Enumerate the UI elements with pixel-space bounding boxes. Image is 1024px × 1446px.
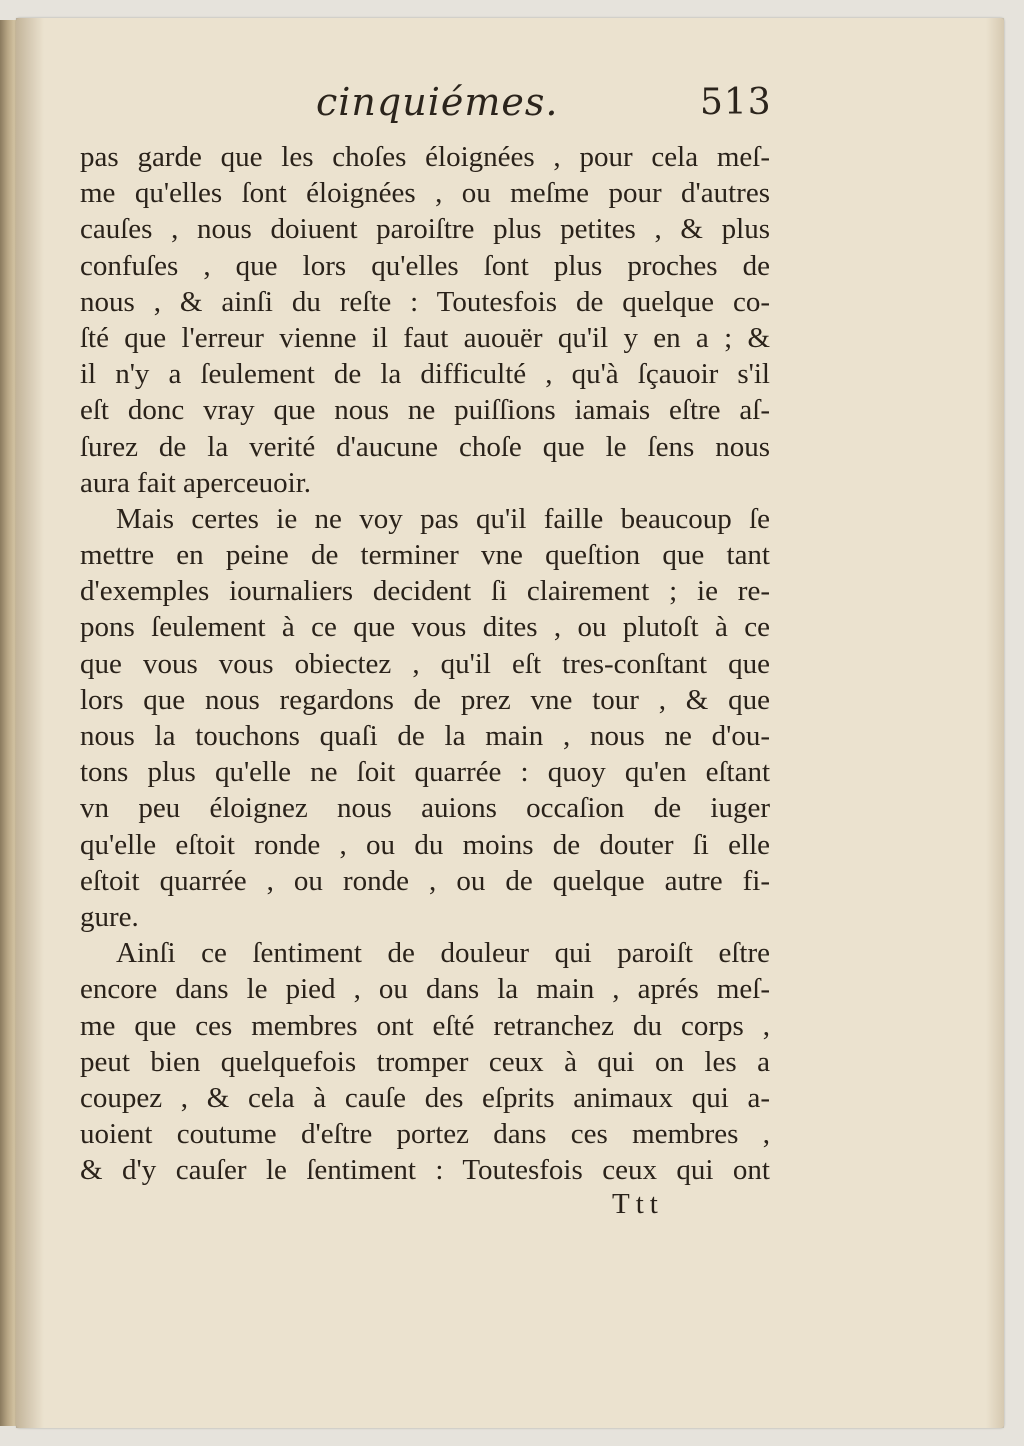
text-line: nous la touchons quaſi de la main , nous ne d'ou-	[80, 720, 770, 752]
text-line: pas garde que les choſes éloignées , pour cela meſ-	[80, 141, 770, 173]
catchword: Ttt	[612, 1188, 664, 1220]
text-line: Ainſi ce ſentiment de douleur qui paroiſt eſtre	[116, 937, 770, 970]
text-line: cauſes , nous doiuent paroiſtre plus petites , & plus	[80, 213, 770, 246]
text-line: Mais certes ie ne voy pas qu'il faille beaucoup ſe	[116, 502, 770, 535]
page-header	[0, 80, 1024, 128]
text-line: lors que nous regardons de prez vne tour , & que	[80, 683, 770, 716]
text-line: confuſes , que lors qu'elles ſont plus proches de	[80, 249, 770, 282]
text-line: vn peu éloignez nous auions occaſion de iuger	[80, 792, 770, 825]
text-line: eſtoit quarrée , ou ronde , ou de quelque autre fi-	[80, 864, 770, 897]
text-line: me qu'elles ſont éloignées , ou meſme pour d'autres	[80, 177, 770, 210]
running-title: cinquiémes.	[316, 80, 559, 124]
text-line: encore dans le pied , ou dans la main , aprés meſ-	[80, 973, 770, 1006]
text-line: ſté que l'erreur vienne il faut auouër qu'il y en a ; &	[80, 321, 770, 354]
text-line: mettre en peine de terminer vne queſtion que tant	[80, 539, 770, 572]
page-number: 513	[700, 82, 772, 123]
text-line: ſurez de la verité d'aucune choſe que le ſens nous	[80, 430, 770, 463]
text-line: nous , & ainſi du reſte : Toutesfois de quelque co-	[80, 285, 770, 318]
text-line: que vous vous obiectez , qu'il eſt tres-conſtant que	[80, 647, 770, 680]
paragraph-3	[80, 935, 770, 1188]
text-line: il n'y a ſeulement de la difficulté , qu'à ſçauoir s'il	[80, 358, 770, 391]
text-line: d'exemples iournaliers decident ſi clairement ; ie re-	[80, 575, 770, 608]
text-line: & d'y cauſer le ſentiment : Toutesfois ceux qui ont	[80, 1154, 770, 1187]
text-line: coupez , & cela à cauſe des eſprits animaux qui a-	[80, 1081, 770, 1114]
text-line: pons ſeulement à ce que vous dites , ou plutoſt à ce	[80, 611, 770, 644]
text-line: qu'elle eſtoit ronde , ou du moins de douter ſi elle	[80, 828, 770, 861]
paragraph-1	[80, 139, 770, 501]
text-line: me que ces membres ont eſté retranchez du corps ,	[80, 1009, 770, 1042]
text-line: aura fait aperceuoir.	[80, 466, 312, 499]
text-line: peut bien quelquefois tromper ceux à qui on les a	[80, 1045, 770, 1078]
text-line: gure.	[80, 900, 139, 933]
body-text	[80, 139, 770, 1188]
paragraph-2	[80, 501, 770, 935]
text-line: uoient coutume d'eſtre portez dans ces membres ,	[80, 1118, 770, 1151]
text-line: tons plus qu'elle ne ſoit quarrée : quoy qu'en eſtant	[80, 756, 770, 789]
text-line: eſt donc vray que nous ne puiſſions iamais eſtre aſ-	[80, 394, 770, 427]
